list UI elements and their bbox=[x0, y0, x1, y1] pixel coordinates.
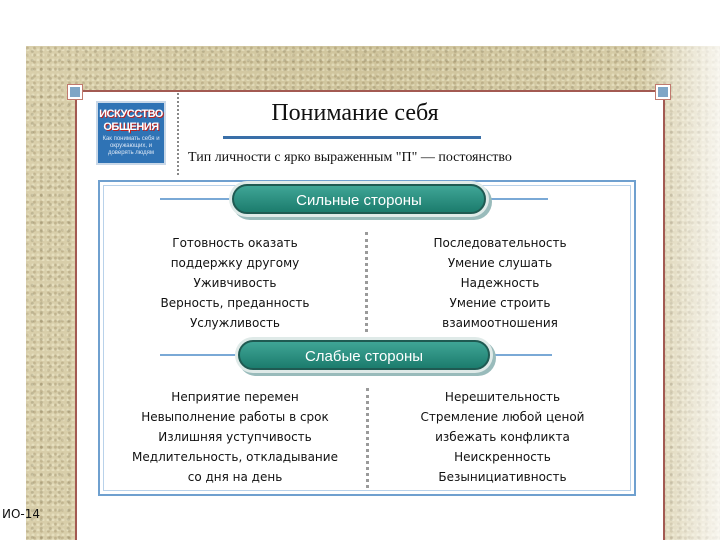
list-item: взаимоотношения bbox=[442, 316, 558, 330]
logo bbox=[96, 101, 166, 165]
list-item: Надежность bbox=[460, 276, 540, 290]
list-item: избежать конфликта bbox=[435, 430, 570, 444]
frame-corner-left-icon bbox=[68, 85, 82, 99]
weaknesses-line-right bbox=[492, 354, 552, 356]
list-item: Умение слушать bbox=[447, 256, 553, 270]
strengths-line-right bbox=[488, 198, 548, 200]
strengths-heading: Сильные стороны bbox=[232, 184, 486, 214]
weaknesses-right-list bbox=[405, 387, 600, 487]
list-item: Готовность оказать bbox=[172, 236, 298, 250]
list-item: Умение строить bbox=[449, 296, 551, 310]
strengths-left-list bbox=[150, 233, 320, 333]
page-title: Понимание себя bbox=[271, 100, 439, 126]
logo-caption: Как понимать себя и окружающих, и доверять людям bbox=[102, 136, 160, 156]
list-item: Стремление любой ценой bbox=[420, 410, 585, 424]
page-subtitle: Тип личности с ярко выраженным "П" — постоянство bbox=[188, 150, 512, 165]
list-item: Невыполнение работы в срок bbox=[141, 410, 329, 424]
strengths-right-list bbox=[410, 233, 590, 333]
list-item: Излишняя уступчивость bbox=[158, 430, 312, 444]
list-item: Уживчивость bbox=[193, 276, 277, 290]
logo-line2: ОБЩЕНИЯ bbox=[103, 121, 159, 133]
list-item: Медлительность, откладывание bbox=[132, 450, 338, 464]
list-item: Последовательность bbox=[433, 236, 567, 250]
header-divider bbox=[177, 93, 179, 175]
list-item: Верность, преданность bbox=[160, 296, 310, 310]
list-item: со дня на день bbox=[187, 470, 283, 484]
weaknesses-heading: Слабые стороны bbox=[238, 340, 490, 370]
weaknesses-separator bbox=[366, 388, 369, 488]
slide-code: ИО-14 bbox=[2, 507, 41, 521]
list-item: поддержку другому bbox=[170, 256, 300, 270]
title-underline bbox=[223, 136, 481, 139]
weaknesses-left-list bbox=[125, 387, 345, 487]
list-item: Безынициативность bbox=[438, 470, 567, 484]
weaknesses-line-left bbox=[160, 354, 236, 356]
frame-corner-right-icon bbox=[656, 85, 670, 99]
strengths-separator bbox=[365, 232, 368, 332]
list-item: Нерешительность bbox=[444, 390, 561, 404]
strengths-line-left bbox=[160, 198, 230, 200]
list-item: Неприятие перемен bbox=[171, 390, 299, 404]
list-item: Услужливость bbox=[189, 316, 281, 330]
logo-line1: ИСКУССТВО bbox=[99, 108, 163, 120]
list-item: Неискренность bbox=[454, 450, 551, 464]
